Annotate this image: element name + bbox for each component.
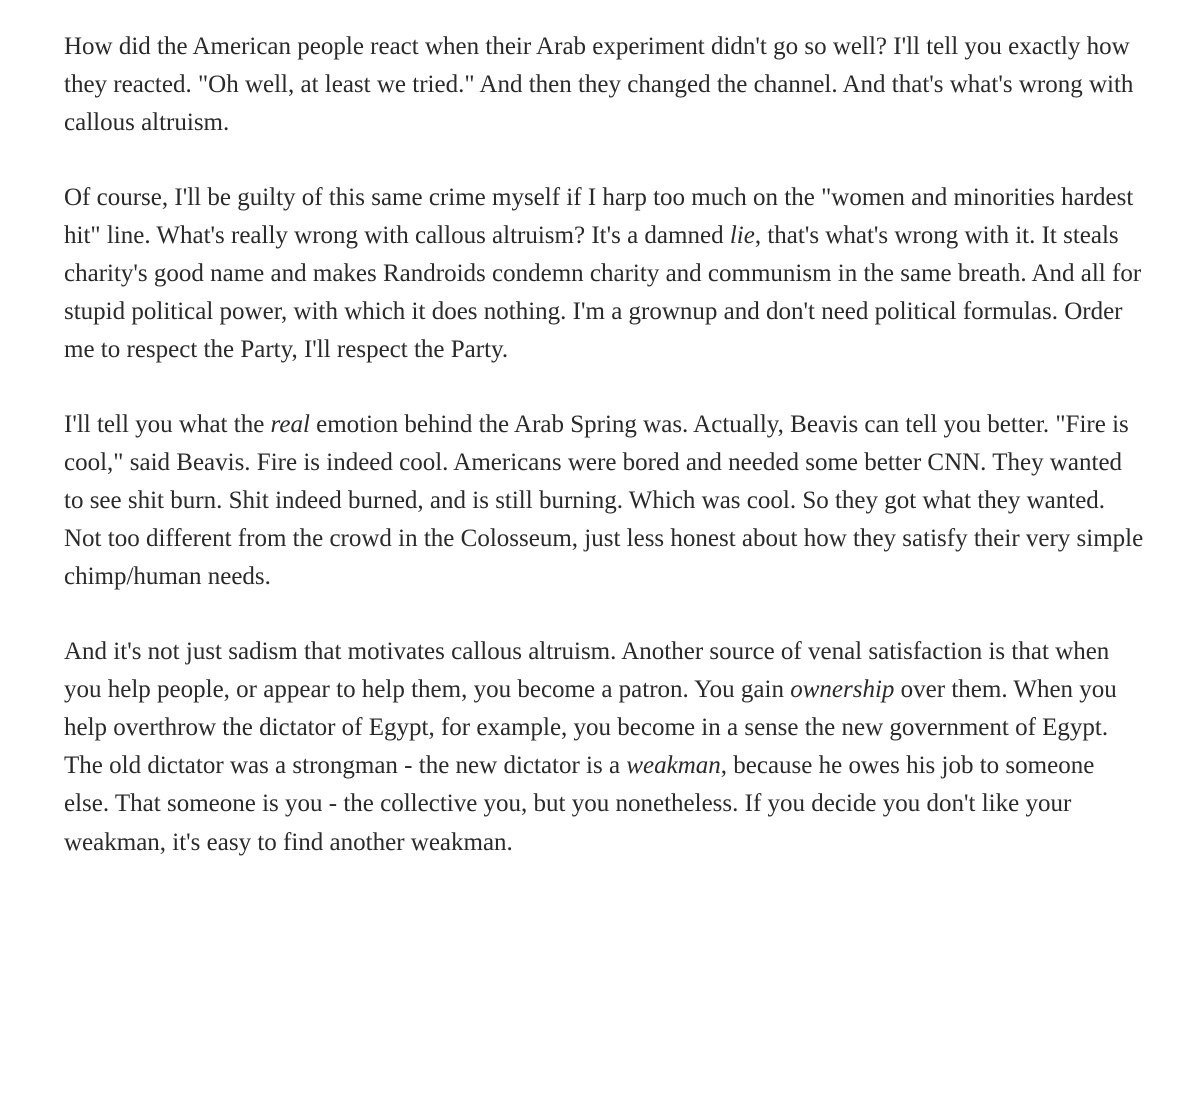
paragraph-weakman [64, 633, 1144, 862]
paragraph-text: And it's not just sadism that motivates callous altruism. Another source of venal satisfaction is that when you help people, or appear to help them, you become a patron. You gain [64, 637, 1110, 703]
paragraph-text: I'll tell you what the [64, 410, 271, 438]
emphasis-weakman: weakman [626, 752, 721, 780]
paragraph-arab-spring-emotion [64, 406, 1144, 597]
paragraph-callous-altruism-reaction [64, 28, 1144, 143]
emphasis-ownership: ownership [790, 675, 895, 703]
paragraph-text: , because he owes his job to someone else. That someone is you - the collective you, but you nonetheless. If you decide you don't like your weakman, it's easy to find another weakman. [64, 752, 1095, 856]
article-body [64, 28, 1144, 862]
emphasis-lie: lie [729, 221, 755, 249]
emphasis-real: real [270, 410, 310, 438]
paragraph-text: emotion behind the Arab Spring was. Actually, Beavis can tell you better. "Fire is cool," said Beavis. Fire is indeed cool. Americans were bored and needed some better CNN. They wanted to see shit burn. Shit indeed burned, and is still burning. Which was cool. So they got what they wanted. Not too different from the crowd in the Colosseum, just less honest about how they satisfy their very simple chimp/human needs. [64, 410, 1144, 591]
paragraph-text: Of course, I'll be guilty of this same crime myself if I harp too much on the "women and minorities hardest hit" line. What's really wrong with callous altruism? It's a damned [64, 183, 1134, 249]
paragraph-text: over them. When you help overthrow the dictator of Egypt, for example, you become in a sense the new government of Egypt. The old dictator was a strongman - the new dictator is a [64, 675, 1117, 780]
paragraph-damned-lie [64, 179, 1144, 370]
paragraph-text: How did the American people react when their Arab experiment didn't go so well? I'll tell you exactly how they reacted. "Oh well, at least we tried." And then they changed the channel. And that's what's wrong with callous altruism. [64, 33, 1134, 137]
paragraph-text: , that's what's wrong with it. It steals charity's good name and makes Randroids condemn charity and communism in the same breath. And all for stupid political power, with which it does nothing. I'm a grownup and don't need political formulas. Order me to respect the Party, I'll respect the Party. [64, 221, 1142, 364]
